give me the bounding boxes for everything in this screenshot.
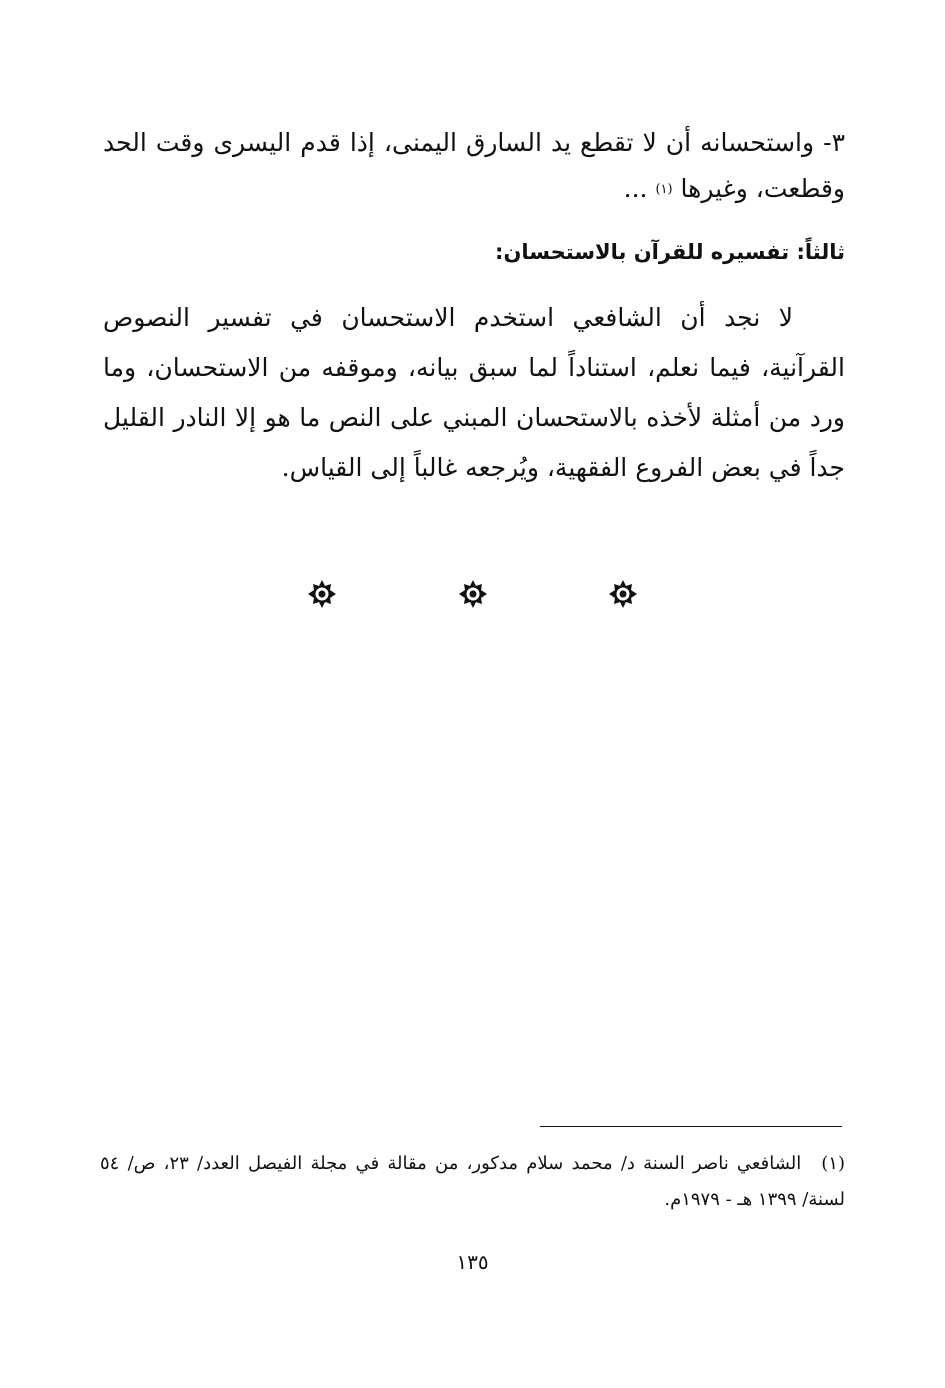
- body-paragraph: [103, 293, 845, 493]
- item-3-text: ٣- واستحسانه أن لا تقطع يد السارق اليمنى، إذا قدم اليسرى وقت الحد وقطعت، وغيرها: [103, 128, 845, 203]
- section-heading: ثالثاً: تفسيره للقرآن بالاستحسان:: [495, 240, 845, 264]
- ornament-flower-icon: [457, 578, 489, 610]
- ornament-flower-icon: [607, 578, 639, 610]
- footnote-separator: [540, 1126, 842, 1127]
- footnote-text: الشافعي ناصر السنة د/ محمد سلام مدكور، من مقالة في مجلة الفيصل العدد/ ٢٣، ص/ ٥٤ لسنة/ ١٣٩٩ هـ - ١٩٧٩م.: [100, 1153, 845, 1210]
- footnote: [100, 1146, 845, 1218]
- page-number: ١٣٥: [456, 1250, 489, 1274]
- numbered-item-3: [103, 120, 845, 217]
- section-divider-ornaments: [0, 578, 945, 614]
- footnote-number: (١): [821, 1153, 845, 1174]
- paragraph-text: لا نجد أن الشافعي استخدم الاستحسان في تفسير النصوص القرآنية، فيما نعلم، استناداً لما سبق بيانه، وموقفه من الاستحسان، وما ورد من أمثلة لأخذه بالاستحسان المبني على النص ما هو إلا النادر القليل جداً في بعض الفروع الفقهية، ويُرجعه غالباً إلى القياس.: [103, 303, 845, 482]
- item-3-ellipsis: ...: [623, 174, 648, 203]
- ornament-flower-icon: [306, 578, 338, 610]
- footnote-reference[interactable]: (١): [655, 182, 673, 197]
